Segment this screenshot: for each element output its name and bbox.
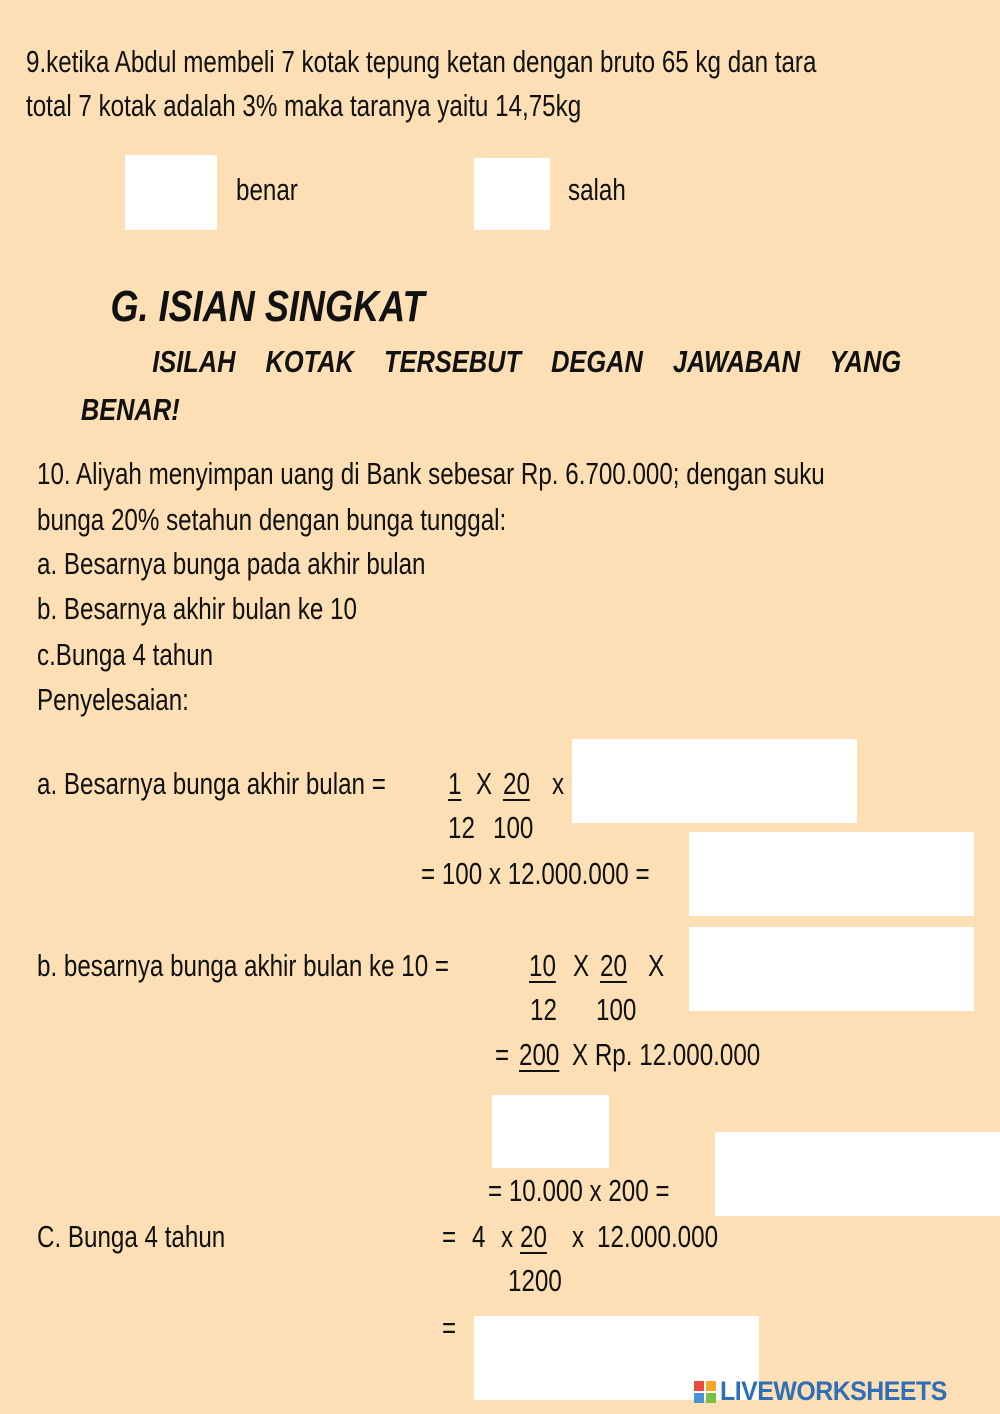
part-b-den2: 100 (596, 992, 637, 1027)
q9-line2: total 7 kotak adalah 3% maka taranya yaitu 14,75kg (26, 88, 582, 123)
q9-line1: 9.ketika Abdul membeli 7 kotak tepung ketan dengan bruto 65 kg dan tara (26, 44, 817, 79)
part-a-op1: X (476, 766, 493, 801)
answer-box-benar[interactable] (125, 155, 217, 230)
part-a-den1: 12 (448, 810, 475, 845)
q10-line2: bunga 20% setahun dengan bunga tunggal: (37, 502, 507, 537)
logo-mark-icon (694, 1381, 716, 1403)
part-b-op2: X (648, 948, 665, 983)
section-title: G. ISIAN SINGKAT (110, 282, 425, 331)
part-a-num1: 1 (448, 766, 462, 801)
answer-box-a2[interactable] (689, 832, 974, 916)
part-c-den: 1200 (508, 1263, 562, 1298)
q10-item-c: c.Bunga 4 tahun (37, 637, 214, 672)
part-c-eq2: = (442, 1310, 457, 1345)
part-a-op2: x (552, 766, 565, 801)
part-c-op1: x (501, 1219, 514, 1254)
part-c-n1: 4 (472, 1219, 486, 1254)
section-instruction-line2: BENAR! (80, 392, 180, 427)
answer-box-b2[interactable] (492, 1095, 609, 1168)
part-b-line2-eq: = (495, 1037, 510, 1072)
logo-text: LIVEWORKSHEETS (720, 1376, 947, 1406)
q10-line1: 10. Aliyah menyimpan uang di Bank sebesar Rp. 6.700.000; dengan suku (37, 456, 825, 491)
answer-box-salah[interactable] (474, 158, 550, 230)
part-a-num2: 20 (503, 766, 530, 801)
answer-box-b1[interactable] (689, 927, 974, 1011)
liveworksheets-logo (694, 1376, 967, 1407)
option-salah-label: salah (568, 172, 626, 207)
part-a-line2: = 100 x 12.000.000 = (421, 856, 650, 891)
part-a-label: a. Besarnya bunga akhir bulan = (37, 766, 386, 801)
part-b-den1: 12 (530, 992, 557, 1027)
option-benar-label: benar (236, 172, 298, 207)
part-b-num2: 20 (600, 948, 627, 983)
answer-box-b3[interactable] (715, 1132, 1000, 1216)
part-c-eq: = (442, 1219, 457, 1254)
part-b-num1: 10 (529, 948, 556, 983)
part-b-line3: = 10.000 x 200 = (488, 1173, 670, 1208)
part-b-op1: X (573, 948, 590, 983)
answer-box-a1[interactable] (572, 739, 857, 823)
solution-label: Penyelesaian: (37, 682, 189, 717)
q10-item-b: b. Besarnya akhir bulan ke 10 (37, 591, 357, 626)
part-b-label: b. besarnya bunga akhir bulan ke 10 = (37, 948, 450, 983)
section-instruction-line1: ISILAH KOTAK TERSEBUT DEGAN JAWABAN YANG (152, 344, 902, 379)
part-b-line2-rest: X Rp. 12.000.000 (572, 1037, 761, 1072)
part-b-line2-num: 200 (519, 1037, 560, 1072)
q10-item-a: a. Besarnya bunga pada akhir bulan (37, 546, 426, 581)
part-c-op2: x (572, 1219, 585, 1254)
part-c-amount: 12.000.000 (597, 1219, 719, 1254)
part-a-den2: 100 (493, 810, 534, 845)
part-c-num: 20 (520, 1219, 547, 1254)
part-c-label: C. Bunga 4 tahun (37, 1219, 226, 1254)
